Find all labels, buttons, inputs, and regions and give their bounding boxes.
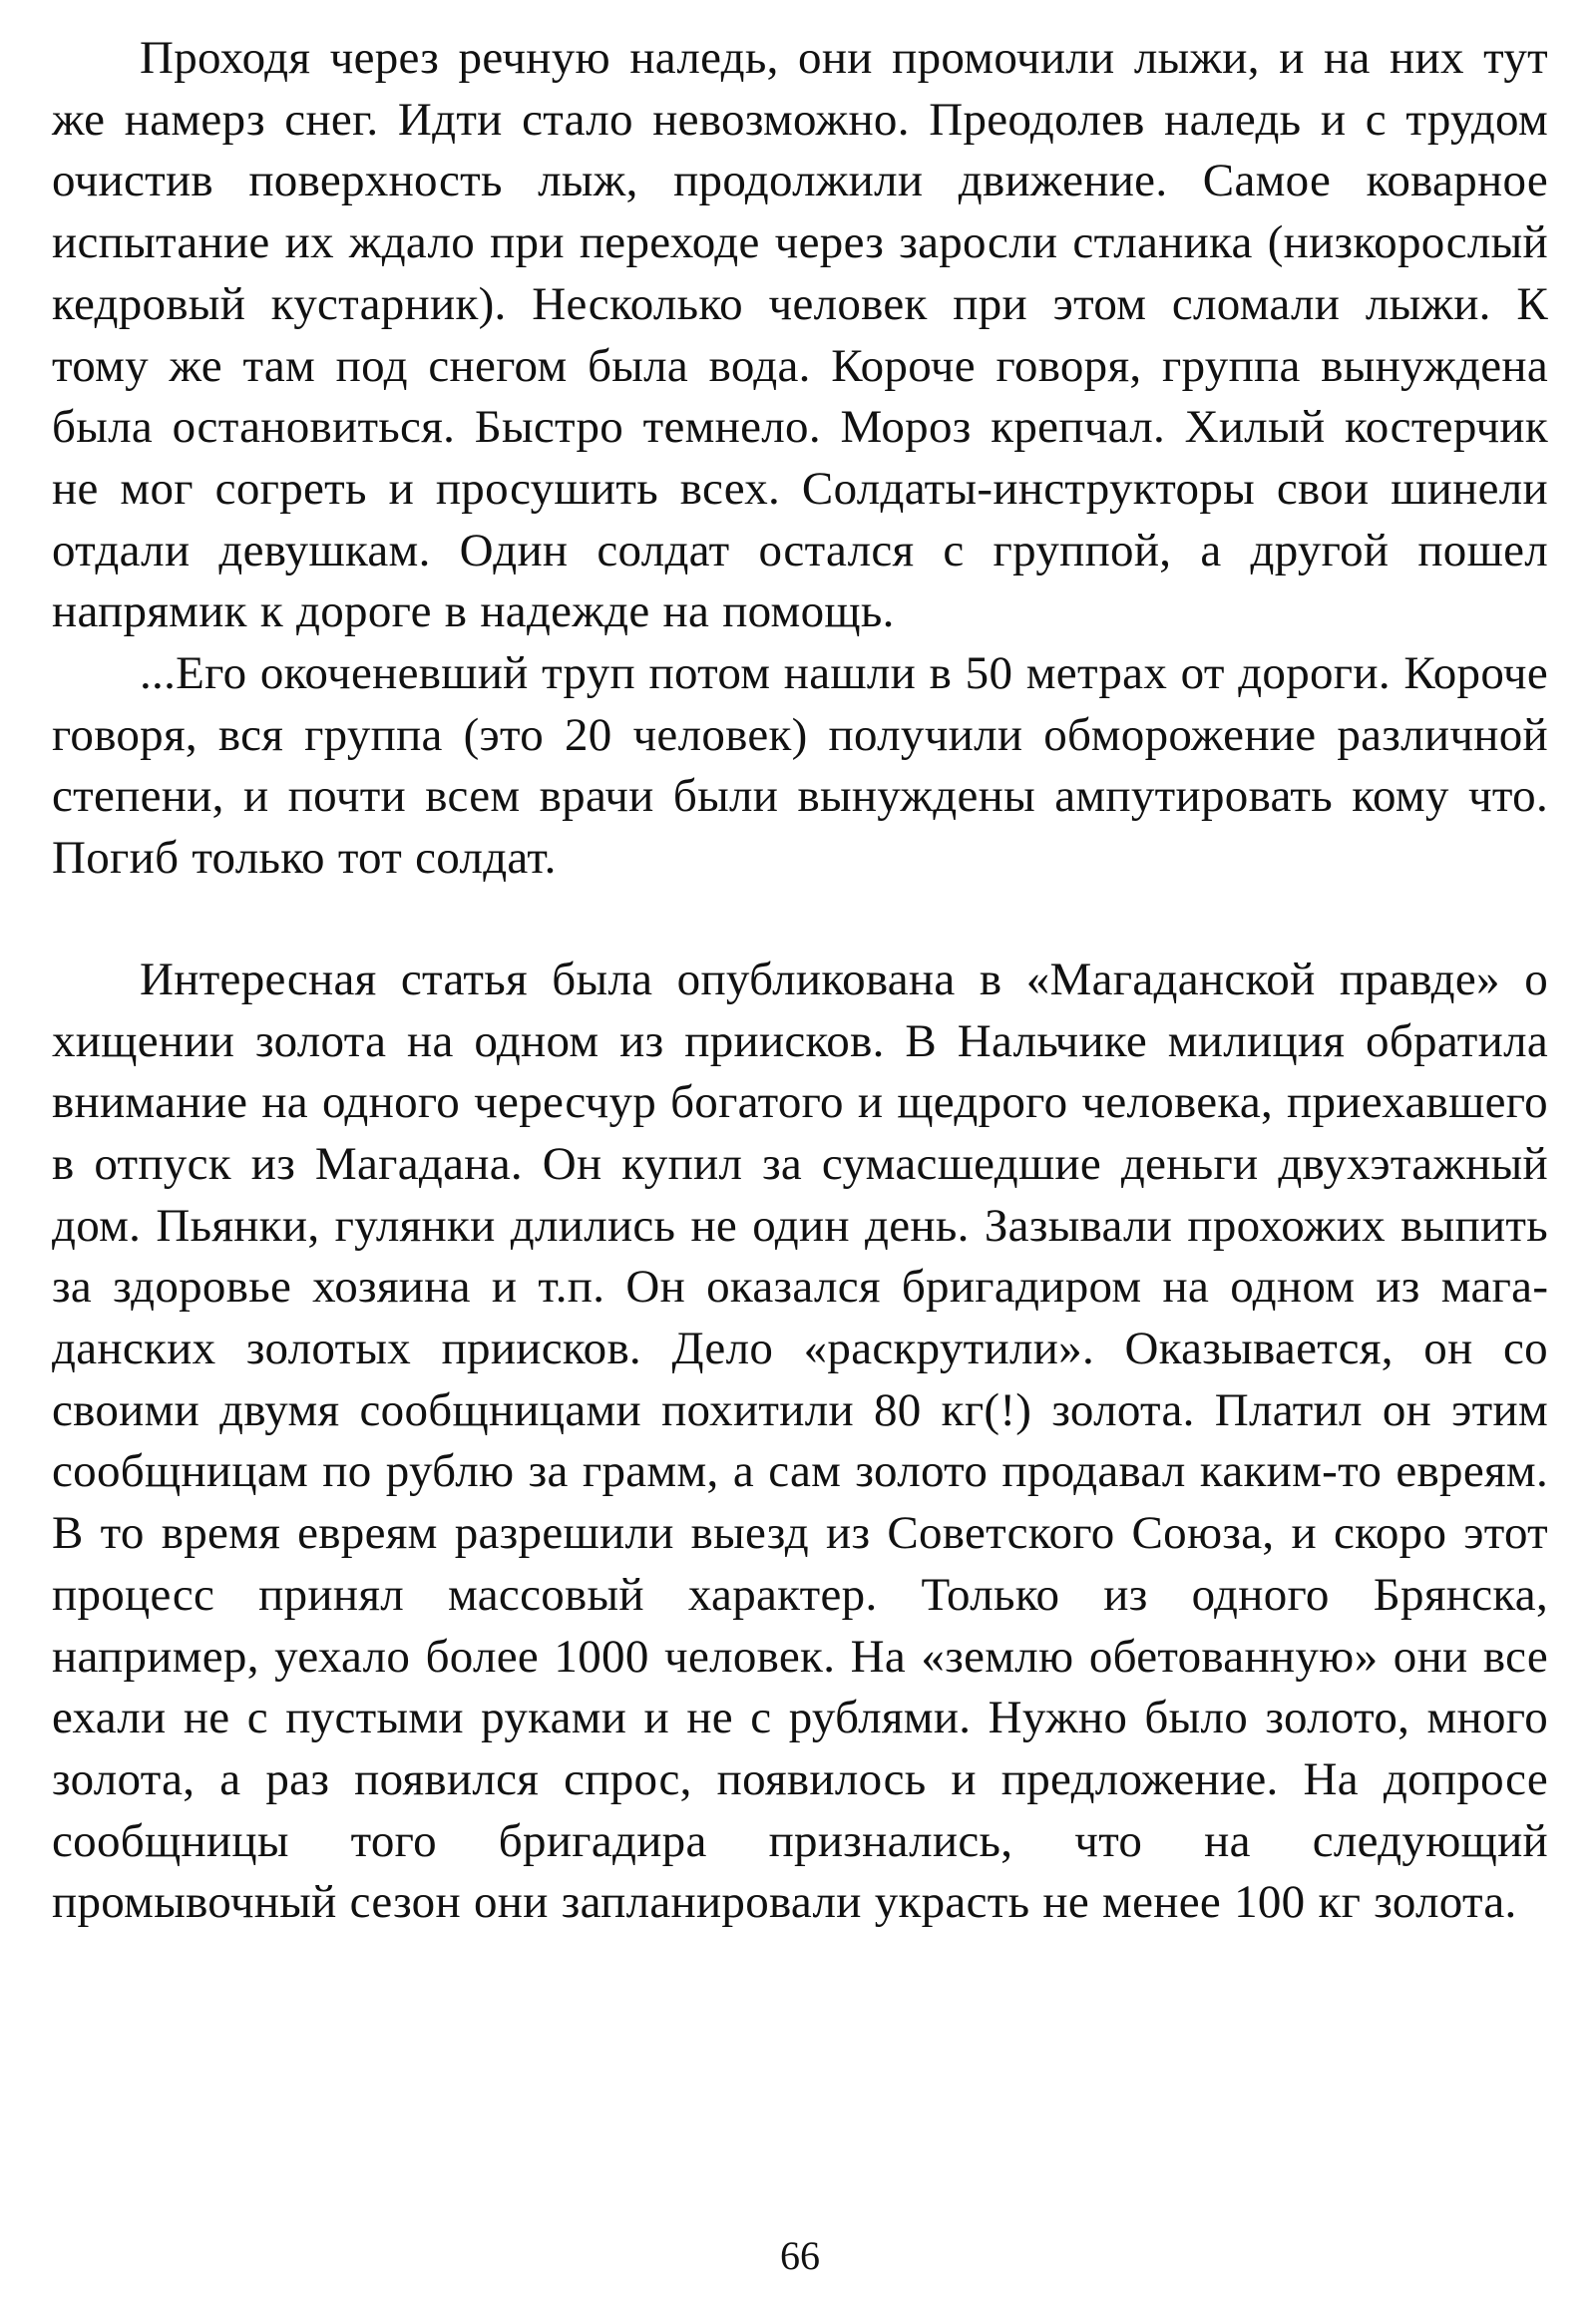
book-page [52,28,1548,2278]
paragraph-1: Проходя через речную наледь, они промочили лыжи, и на них тут же намерз снег. Идти стало невозможно. Преодолев наледь и с трудом очистив поверхность лыж, продолжили движение. Самое коварное испытание их ждало при переходе через заросли стланика (низкорослый кедровый кустарник). Несколько человек при этом сломали лыжи. К тому же там под снегом была вода. Короче говоря, группа вынуждена была остановиться. Быстро темнело. Мороз крепчал. Хилый костерчик не мог согреть и просушить всех. Солдаты-инструкторы свои шинели отдали девушкам. Один солдат остался с группой, а другой пошел напрямик к дороге в надежде на помощь. [52,32,1548,638]
paragraph-2: ...Его окоченевший труп потом нашли в 50 метрах от дороги. Короче говоря, вся группа (это 20 человек) получили обморожение различной степени, и почти всем врачи были вынуждены ампутировать кому что. Погиб только тот солдат. [52,647,1548,885]
page-number: 66 [780,2233,820,2278]
paragraph-gap [52,890,1548,950]
paragraph-3: Интересная статья была опубликована в «Магаданской правде» о хищении золота на одном из приисков. В Нальчике милиция обратила внимание на одного чересчур богатого и щедрого человека, приехавшего в отпуск из Магадана. Он купил за сумасшедшие деньги двухэтажный дом. Пьянки, гулянки длились не один день. Зазывали прохожих выпить за здоровье хозяина и т.п. Он оказался бригадиром на одном из магаданских золотых приисков. Дело «раскрутили». Оказывается, он со своими двумя сообщницами похитили 80 кг(!) золота. Платил он этим сообщницам по рублю за грамм, а сам золото продавал каким-то евреям. В то время евреям разрешили выезд из Советского Союза, и скоро этот процесс принял массовый характер. Только из одного Брянска, например, уехало более 1000 человек. На «землю обетованную» они все ехали не с пустыми руками и не с рублями. Нужно было золото, много золота, а раз появился спрос, появилось и предложение. На допросе сообщницы того бригадира признались, что на следующий промывочный сезон они запланировали украсть не менее 100 кг золота. [52,953,1548,1929]
